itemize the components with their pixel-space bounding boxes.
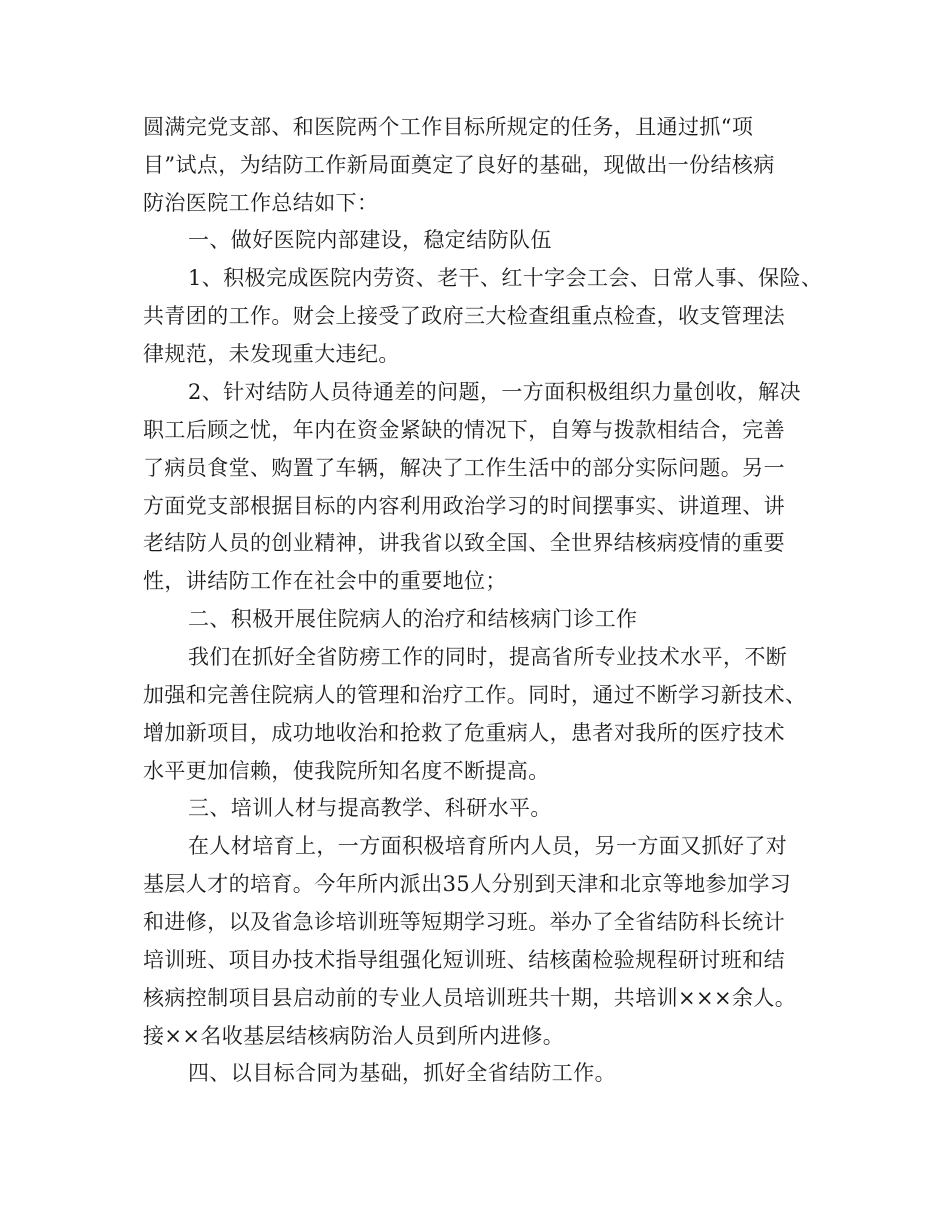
text-line-2: 目”试点，为结防工作新局面奠定了良好的基础，现做出一份结核病 — [143, 153, 775, 177]
text-line-22: 和进修，以及省急诊培训班等短期学习班。举办了全省结防科长统计 — [143, 910, 785, 934]
text-line-11: 方面党支部根据目标的内容利用政治学习的时间摆事实、讲道理、讲 — [143, 494, 785, 518]
heading-3: 三、培训人材与提高教学、科研水平。 — [188, 796, 552, 820]
text-line-25: 接××名收基层结核病防治人员到所内进修。 — [143, 1024, 565, 1048]
text-line-24: 核病控制项目县启动前的专业人员培训班共十期，共培训×××余人。 — [143, 986, 797, 1010]
text-line-1: 圆满完党支部、和医院两个工作目标所规定的任务，且通过抓“项 — [143, 115, 754, 139]
heading-4: 四、以目标合同为基础，抓好全省结防工作。 — [188, 1061, 616, 1085]
text-line-13: 性，讲结防工作在社会中的重要地位； — [143, 569, 507, 593]
text-line-7: 律规范，未发现重大违纪。 — [143, 342, 400, 366]
text-line-16: 加强和完善住院病人的管理和治疗工作。同时，通过不断学习新技术、 — [143, 683, 807, 707]
text-line-21: 基层人才的培育。今年所内派出35人分别到天津和北京等地参加学习 — [143, 872, 792, 896]
text-line-17: 增加新项目，成功地收治和抢救了危重病人，患者对我所的医疗技术 — [143, 721, 785, 745]
heading-2: 二、积极开展住院病人的治疗和结核病门诊工作 — [188, 607, 638, 631]
text-line-3: 防治医院工作总结如下： — [143, 191, 379, 215]
text-line-15: 我们在抓好全省防痨工作的同时，提高省所专业技术水平，不断 — [188, 645, 788, 669]
text-line-9: 职工后顾之忧，年内在资金紧缺的情况下，自筹与拨款相结合，完善 — [143, 418, 785, 442]
text-line-8: 2、针对结防人员待通差的问题，一方面积极组织力量创收，解决 — [188, 380, 801, 404]
heading-1: 一、做好医院内部建设，稳定结防队伍 — [188, 228, 552, 252]
text-line-23: 培训班、项目办技术指导组强化短训班、结核菌检验规程研讨班和结 — [143, 948, 785, 972]
text-line-10: 了病员食堂、购置了车辆，解决了工作生活中的部分实际问题。另一 — [143, 456, 785, 480]
text-line-12: 老结防人员的创业精神，讲我省以致全国、全世界结核病疫情的重要 — [143, 531, 785, 555]
text-line-18: 水平更加信赖，使我院所知名度不断提高。 — [143, 759, 550, 783]
text-line-20: 在人材培育上，一方面积极培育所内人员，另一方面又抓好了对 — [188, 834, 788, 858]
text-line-5: 1、积极完成医院内劳资、老干、红十字会工会、日常人事、保险、 — [188, 266, 823, 290]
text-line-6: 共青团的工作。财会上接受了政府三大检查组重点检查，收支管理法 — [143, 304, 785, 328]
